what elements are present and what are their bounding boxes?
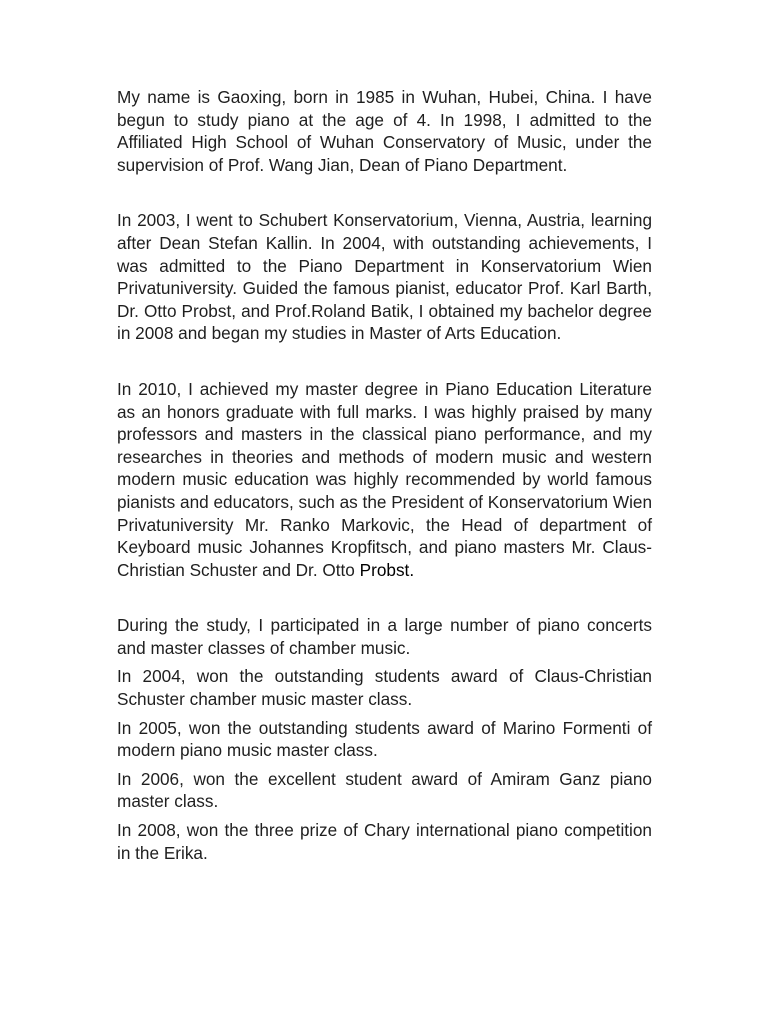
paragraph-master-degree (117, 378, 652, 581)
award-item: In 2004, won the outstanding students award of Claus-Christian Schuster chamber music master class. (117, 666, 652, 710)
paragraph-master-degree-tail: Probst. (359, 559, 415, 580)
paragraph-concerts-intro: During the study, I participated in a large number of piano concerts and master classes of chamber music. (117, 615, 652, 658)
document-body (117, 86, 652, 864)
award-item: In 2005, won the outstanding students award of Marino Formenti of modern piano music master class. (117, 717, 652, 761)
award-item: In 2008, won the three prize of Chary international piano competition in the Erika. (117, 820, 652, 863)
paragraph-early-education: My name is Gaoxing, born in 1985 in Wuhan, Hubei, China. I have begun to study piano at the age of 4. In 1998, I admitted to the Affiliated High School of Wuhan Conservatory of Music, under the supervision of Prof. Wang Jian, Dean of Piano Department. (117, 87, 652, 175)
awards-list (117, 665, 652, 864)
paragraph-master-degree-text: In 2010, I achieved my master degree in Piano Education Literature as an honors graduate with full marks. I was highly praised by many professors and masters in the classical piano performance, and my researches in theories and methods of modern music and western modern music education was highly recommended by world famous pianists and educators, such as the President of Konservatorium Wien Privatuniversity Mr. Ranko Markovic, the Head of department of Keyboard music Johannes Kropfitsch, and piano masters Mr. Claus-Christian Schuster and Dr. Otto (117, 378, 653, 580)
award-item: In 2006, won the excellent student award of Amiram Ganz piano master class. (117, 768, 652, 812)
paragraph-vienna-studies: In 2003, I went to Schubert Konservatorium, Vienna, Austria, learning after Dean Stefan Kallin. In 2004, with outstanding achievements, I was admitted to the Piano Department in Konservatorium Wien Privatuniversity. Guided the famous pianist, educator Prof. Karl Barth, Dr. Otto Probst, and Prof.Roland Batik, I obtained my bachelor degree in 2008 and began my studies in Master of Arts Education. (117, 210, 652, 344)
